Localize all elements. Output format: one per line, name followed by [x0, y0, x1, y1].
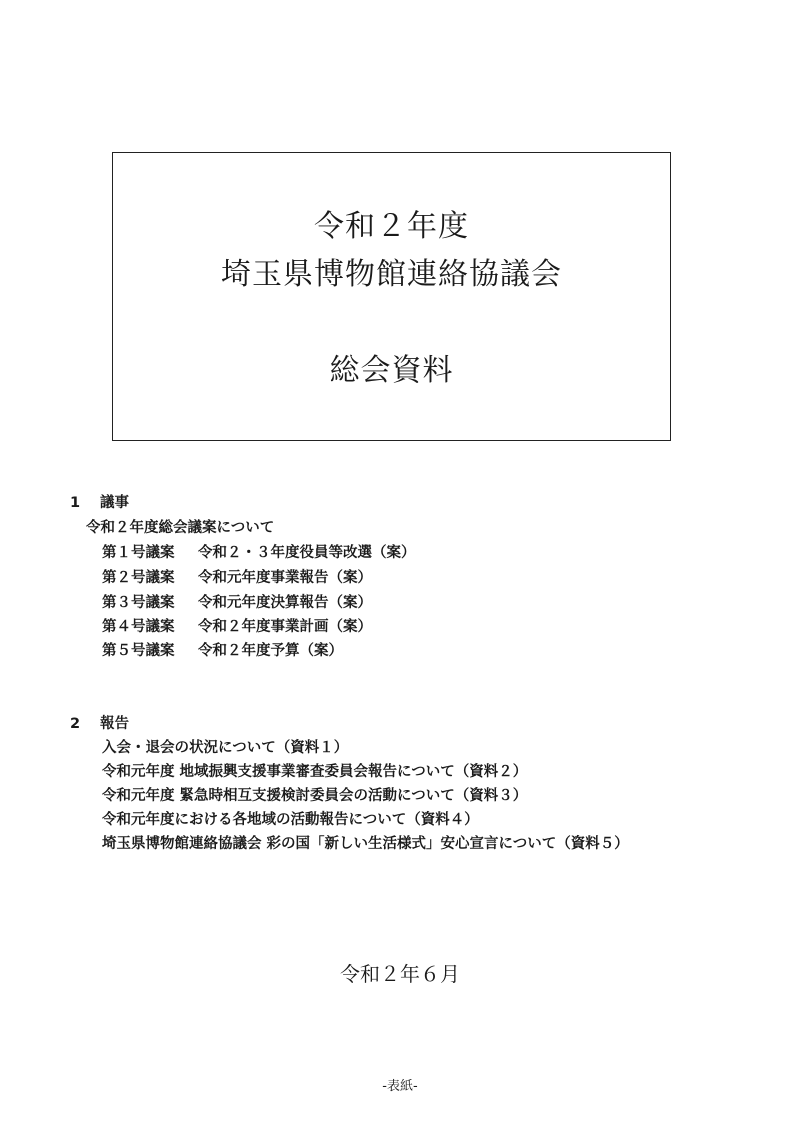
report-item: 入会・退会の状況について（資料１） [102, 740, 349, 756]
cover-document-title: 総会資料 [329, 353, 454, 388]
agenda-item-code: 第２号議案 [102, 570, 175, 586]
cover-organization-name: 埼玉県博物館連絡協議会 [221, 257, 562, 292]
agenda-item [102, 568, 372, 588]
page-footer-label: -表紙- [382, 1079, 418, 1094]
agenda-item-code: 第３号議案 [102, 595, 175, 611]
agenda-item [102, 543, 416, 563]
agenda-item-text: 令和元年度決算報告（案） [198, 595, 372, 611]
agenda-subheading: 令和２年度総会議案について [86, 520, 275, 536]
report-section-number: 2 [70, 716, 81, 732]
agenda-item-text: 令和２年度事業計画（案） [198, 619, 372, 635]
cover-title-box [112, 152, 671, 441]
report-item: 令和元年度 地域振興支援事業審査委員会報告について（資料２） [102, 764, 528, 780]
agenda-item-code: 第４号議案 [102, 619, 175, 635]
agenda-item-text: 令和２・３年度役員等改選（案） [198, 545, 416, 561]
report-item: 令和元年度における各地域の活動報告について（資料４） [102, 812, 479, 828]
report-section-title: 報告 [100, 716, 129, 732]
document-date: 令和２年６月 [340, 962, 460, 986]
agenda-item-code: 第５号議案 [102, 643, 175, 659]
report-item: 令和元年度 緊急時相互支援検討委員会の活動について（資料３） [102, 788, 528, 804]
agenda-section-title: 議事 [100, 495, 129, 511]
agenda-item-text: 令和元年度事業報告（案） [198, 570, 372, 586]
cover-fiscal-year: 令和２年度 [314, 209, 469, 244]
report-section-heading [70, 714, 129, 734]
agenda-section-number: 1 [70, 495, 81, 511]
agenda-section-heading [70, 493, 129, 513]
agenda-item [102, 641, 343, 661]
agenda-item-text: 令和２年度予算（案） [198, 643, 343, 659]
agenda-item [102, 593, 372, 613]
agenda-item-code: 第１号議案 [102, 545, 175, 561]
agenda-item [102, 617, 372, 637]
report-item: 埼玉県博物館連絡協議会 彩の国「新しい生活様式」安心宣言について（資料５） [102, 836, 629, 852]
